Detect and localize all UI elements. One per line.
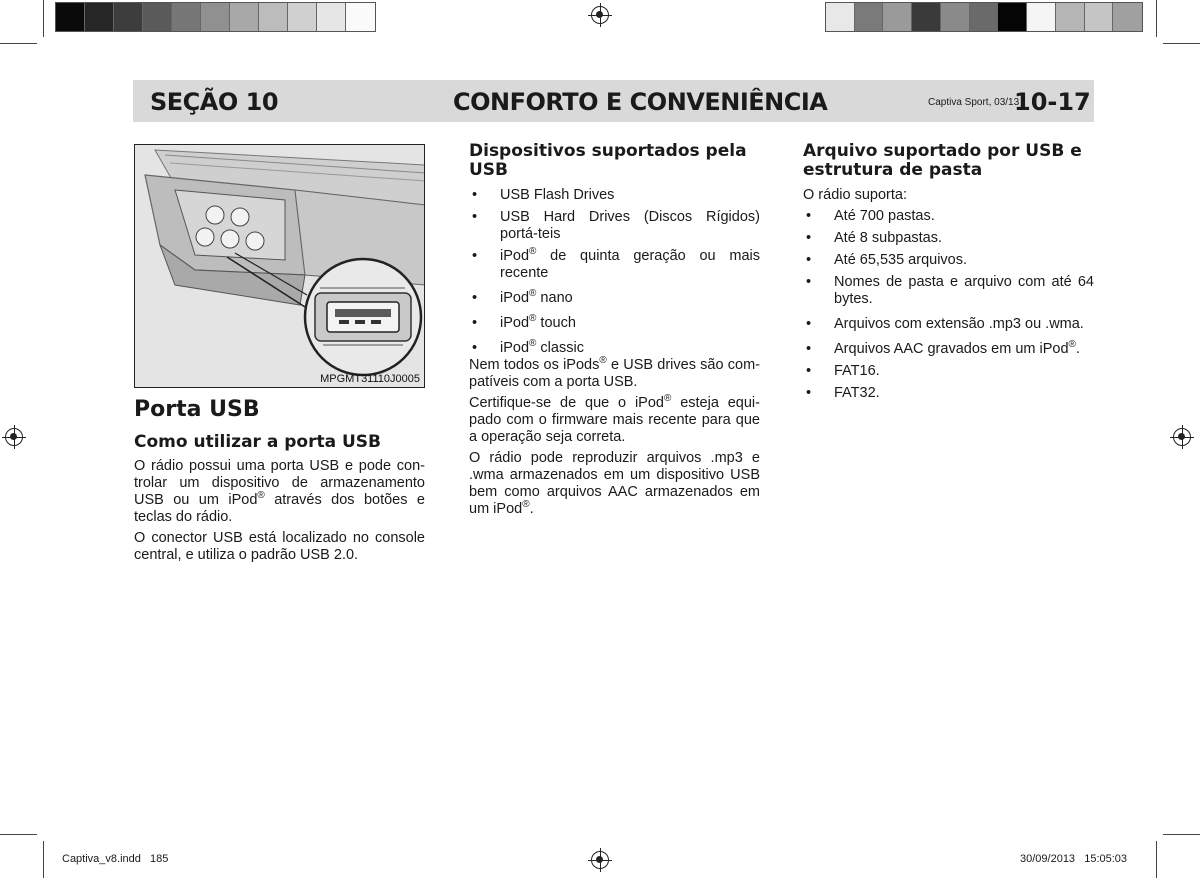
registered-mark: ® [257, 490, 265, 501]
registered-mark: ® [529, 288, 537, 299]
section-heading: Arquivo suportado por USB e estrutura de pasta [803, 141, 1082, 180]
usb-console-drawing [135, 145, 425, 388]
crop-mark [0, 43, 37, 44]
text-run: classic [536, 340, 584, 356]
list-item: • Arquivos com extensão .mp3 ou .wma. [803, 316, 1094, 333]
intro-text: O rádio suporta: [803, 187, 907, 203]
registered-mark: ® [1068, 339, 1076, 350]
usb-port-illustration [134, 144, 425, 388]
text-run: Certifique-se de que o iPod [469, 395, 664, 411]
chapter-title: CONFORTO E CONVENIÊNCIA [453, 88, 828, 116]
middle-column [469, 142, 760, 522]
list-item [469, 340, 760, 357]
paragraph [469, 450, 760, 518]
text-run: Arquivos AAC gravados em um iPod [834, 341, 1069, 357]
registration-mark-icon [591, 6, 609, 24]
subsection-heading: Como utilizar a porta USB [134, 432, 381, 452]
text-run: . [529, 501, 534, 517]
registration-mark-icon [5, 428, 23, 446]
device-list [469, 187, 760, 357]
section-heading: Porta USB [134, 397, 260, 422]
paragraph [134, 458, 425, 526]
list-item: • Até 8 subpastas. [803, 230, 1094, 247]
paragraph [469, 357, 760, 391]
list-item [803, 341, 1094, 358]
registered-mark: ® [529, 313, 537, 324]
text-run: através dos botões e teclas do rádio. [134, 492, 425, 525]
text-run: Nem todos os iPods [469, 357, 600, 373]
grayscale-swatch-strip-left [55, 2, 376, 32]
text-run: nano [536, 290, 573, 306]
list-item: • USB Hard Drives (Discos Rígidos) portá-teis [469, 209, 760, 243]
paragraph [469, 395, 760, 446]
print-timestamp: 30/09/2013 15:05:03 [1020, 853, 1128, 865]
crop-mark [1156, 0, 1157, 37]
text-run: O rádio possui uma porta USB e pode con-trolar um dispositivo de armazenamento USB ou um iPod [134, 458, 425, 508]
text-run: e USB drives são com-patíveis com a porta USB. [469, 357, 760, 390]
registration-mark-icon [591, 851, 609, 869]
figure-code: MPGMT31110J0005 [320, 373, 420, 385]
list-item: • Até 700 pastas. [803, 208, 1094, 225]
section-label: SEÇÃO 10 [150, 88, 279, 116]
text-run: iPod [500, 248, 530, 264]
list-item: • Até 65,535 arquivos. [803, 252, 1094, 269]
page-number: 10-17 [1014, 88, 1091, 116]
model-edition: Captiva Sport, 03/13 [928, 97, 1020, 108]
crop-mark [1156, 841, 1157, 878]
right-column [803, 142, 1094, 407]
crop-mark [43, 841, 44, 878]
list-item: • USB Flash Drives [469, 187, 760, 204]
crop-mark [1163, 834, 1200, 835]
text-run: iPod [500, 315, 530, 331]
paragraph: O conector USB está localizado no console central, e utiliza o padrão USB 2.0. [134, 530, 425, 563]
left-column [134, 396, 425, 568]
list-item [469, 315, 760, 332]
text-run: touch [536, 315, 576, 331]
file-support-list [803, 208, 1094, 402]
registered-mark: ® [529, 246, 537, 257]
crop-mark [0, 834, 37, 835]
text-run: esteja equi-pado com o firmware mais recente para que a operação seja correta. [469, 395, 760, 445]
list-item [469, 248, 760, 282]
crop-mark [1163, 43, 1200, 44]
text-run: iPod [500, 340, 530, 356]
grayscale-swatch-strip-right [825, 2, 1143, 32]
list-item: • FAT32. [803, 385, 1094, 402]
text-run: . [1075, 341, 1080, 357]
text-run: de quinta geração ou mais recente [500, 248, 760, 281]
crop-mark [43, 0, 44, 37]
file-slug: Captiva_v8.indd 185 [62, 853, 169, 865]
list-item: • FAT16. [803, 363, 1094, 380]
section-heading: Dispositivos suportados pela USB [469, 141, 747, 180]
registration-mark-icon [1173, 428, 1191, 446]
text-run: iPod [500, 290, 530, 306]
registered-mark: ® [599, 355, 607, 366]
registered-mark: ® [522, 499, 530, 510]
list-item: • Nomes de pasta e arquivo com até 64 bytes. [803, 274, 1094, 308]
registered-mark: ® [663, 393, 672, 404]
text-run: O rádio pode reproduzir arquivos .mp3 e .wma armazenados em um dispositivo USB bem como arquivos AAC armazenados em um iPod [469, 450, 760, 517]
page-header [133, 80, 1094, 122]
registered-mark: ® [529, 338, 537, 349]
list-item [469, 290, 760, 307]
